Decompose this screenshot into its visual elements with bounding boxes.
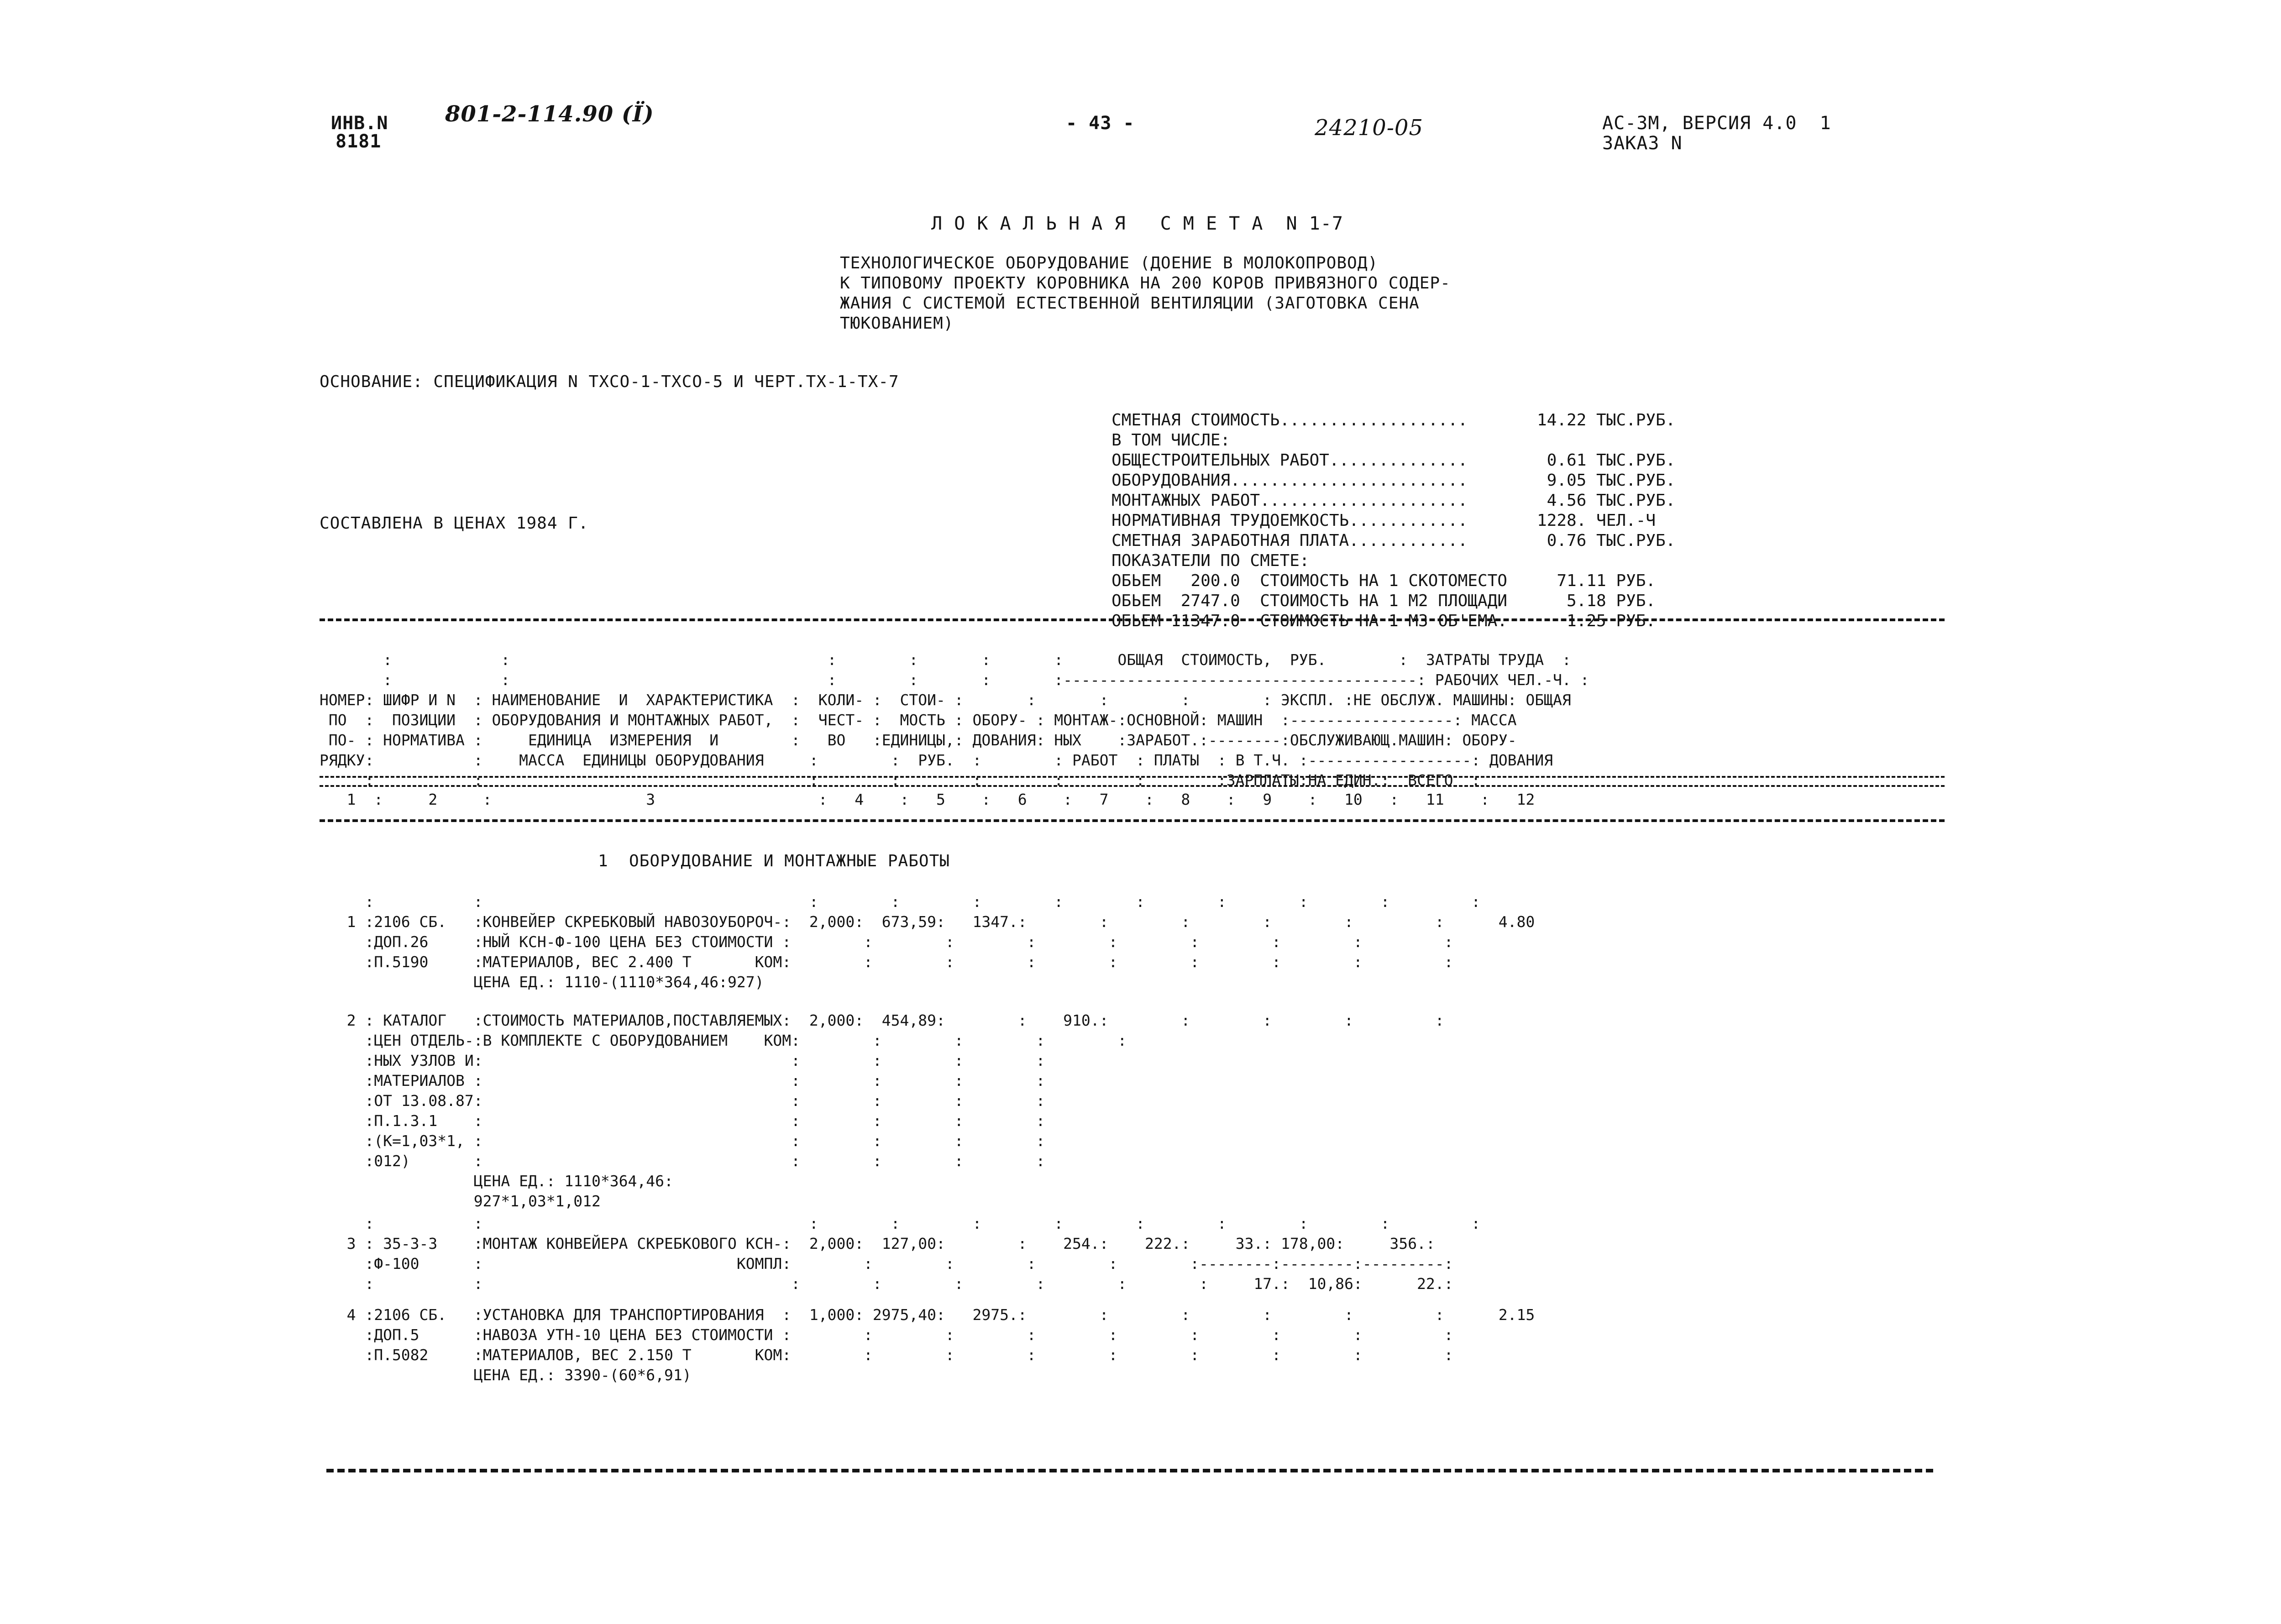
description-line-1: ТЕХНОЛОГИЧЕСКОЕ ОБОРУДОВАНИЕ (ДОЕНИЕ В МОЛОКОПРОВОД): [840, 254, 1379, 272]
order-code-handwritten: 24210-05: [1315, 115, 1423, 141]
table-header: [320, 630, 1589, 811]
project-code: 801-2-114.90 (Ї): [445, 101, 654, 127]
prices-year-text: СОСТАВЛЕНА В ЦЕНАХ 1984 Г.: [320, 514, 589, 533]
row-line: :012) : : : : :: [320, 1152, 1045, 1170]
program-version: АС-3М, ВЕРСИЯ 4.0 1: [1602, 113, 1831, 134]
summary-line: СМЕТНАЯ СТОИМОСТЬ................... 14.22 ТЫС.РУБ.: [1112, 411, 1676, 430]
table-header-line: ПО- : НОРМАТИВА : ЕДИНИЦА ИЗМЕРЕНИЯ И : ВО :ЕДИНИЦЫ,: ДОВАНИЯ: НЫХ :ЗАРАБОТ.:--------:ОБСЛУЖИВАЮЩ.МАШИН: ОБОРУ-: [320, 731, 1517, 749]
description-line-2: К ТИПОВОМУ ПРОЕКТУ КОРОВНИКА НА 200 КОРОВ ПРИВЯЗНОГО СОДЕР-: [840, 274, 1451, 293]
row-line: :П.5190 :МАТЕРИАЛОВ, ВЕС 2.400 Т КОМ: : : : : : : : :: [320, 953, 1453, 971]
row-line: :ДОП.5 :НАВОЗА УТН-10 ЦЕНА БЕЗ СТОИМОСТИ : : : : : : : : :: [320, 1326, 1453, 1344]
row-line: ЦЕНА ЕД.: 3390-(60*6,91): [320, 1366, 692, 1384]
row-line: ЦЕНА ЕД.: 1110-(1110*364,46:927): [320, 973, 764, 991]
table-top-rule: [320, 618, 1945, 621]
section-title: 1 ОБОРУДОВАНИЕ И МОНТАЖНЫЕ РАБОТЫ: [598, 852, 950, 870]
page-number: - 43 -: [1066, 113, 1135, 134]
row-line: :Ф-100 : КОМПЛ: : : : : :--------:--------:---------:: [320, 1255, 1453, 1273]
description-line-3: ЖАНИЯ С СИСТЕМОЙ ЕСТЕСТВЕННОЙ ВЕНТИЛЯЦИИ (ЗАГОТОВКА СЕНА: [840, 294, 1420, 313]
row-line: :П.5082 :МАТЕРИАЛОВ, ВЕС 2.150 Т КОМ: : : : : : : : :: [320, 1346, 1453, 1364]
inventory-label: ИНВ.N: [331, 113, 388, 134]
table-header-line: : : : : : : ОБЩАЯ СТОИМОСТЬ, РУБ. : ЗАТРАТЫ ТРУДА :: [320, 651, 1571, 669]
order-label: ЗАКАЗ N: [1602, 133, 1683, 154]
row-line: : : : : : : : : : : :: [320, 893, 1481, 911]
summary-line: СМЕТНАЯ ЗАРАБОТНАЯ ПЛАТА............ 0.76 ТЫС.РУБ.: [1112, 531, 1676, 550]
estimate-title: Л О К А Л Ь Н А Я С М Е Т А N 1-7: [931, 213, 1343, 234]
row-line: 3 : 35-3-3 :МОНТАЖ КОНВЕЙЕРА СКРЕБКОВОГО КСН-: 2,000: 127,00: : 254.: 222.: 33.: 178,00: 356.:: [320, 1235, 1435, 1252]
table-header-line: : : : : : : : :ЗАРПЛАТЫ:НА ЕДИН.: ВСЕГО :: [320, 771, 1481, 789]
description-line-4: ТЮКОВАНИЕМ): [840, 314, 954, 333]
basis-text: ОСНОВАНИЕ: СПЕЦИФИКАЦИЯ N ТХСО-1-ТХСО-5 И ЧЕРТ.ТХ-1-ТХ-7: [320, 372, 899, 391]
bottom-dashed-rule: [326, 1469, 1933, 1472]
column-numbers: 1 : 2 : 3 : 4 : 5 : 6 : 7 : 8 : 9 : 10 : 11 : 12: [320, 791, 1535, 808]
row-line: 927*1,03*1,012: [320, 1192, 601, 1210]
column-numbers-rule: [320, 819, 1945, 822]
summary-line: ПОКАЗАТЕЛИ ПО СМЕТЕ:: [1112, 551, 1310, 570]
cost-summary: [1112, 390, 1675, 651]
row-line: :ОТ 13.08.87: : : : :: [320, 1092, 1045, 1110]
table-row: [320, 1285, 1535, 1405]
table-header-line: НОМЕР: ШИФР И N : НАИМЕНОВАНИЕ И ХАРАКТЕРИСТИКА : КОЛИ- : СТОИ- : : : : : ЭКСПЛ. :НЕ ОБСЛУЖ. МАШИНЫ: ОБЩАЯ: [320, 691, 1571, 709]
row-line: ЦЕНА ЕД.: 1110*364,46:: [320, 1172, 673, 1190]
row-line: 4 :2106 СБ. :УСТАНОВКА ДЛЯ ТРАНСПОРТИРОВАНИЯ : 1,000: 2975,40: 2975.: : : : : : 2.15: [320, 1306, 1535, 1324]
summary-line: ОБЬЕМ 2747.0 СТОИМОСТЬ НА 1 М2 ПЛОЩАДИ 5.18 РУБ.: [1112, 592, 1656, 610]
row-line: :(К=1,03*1, : : : : :: [320, 1132, 1045, 1150]
summary-line: НОРМАТИВНАЯ ТРУДОЕМКОСТЬ............ 1228. ЧЕЛ.-Ч: [1112, 511, 1656, 530]
row-line: :НЫХ УЗЛОВ И: : : : :: [320, 1052, 1045, 1069]
row-line: :ЦЕН ОТДЕЛЬ-:В КОМПЛЕКТЕ С ОБОРУДОВАНИЕМ КОМ: : : : :: [320, 1032, 1127, 1049]
inventory-number: 8181: [336, 131, 382, 152]
table-header-line: ПО : ПОЗИЦИИ : ОБОРУДОВАНИЯ И МОНТАЖНЫХ РАБОТ, : ЧЕСТ- : МОСТЬ : ОБОРУ- : МОНТАЖ-:ОСНОВНОЙ: МАШИН :------------------: МАССА: [320, 711, 1517, 729]
table-header-line: : : : : : :---------------------------------------: РАБОЧИХ ЧЕЛ.-Ч. :: [320, 671, 1589, 689]
row-line: : : : : : : : : 17.: 10,86: 22.:: [320, 1275, 1453, 1293]
summary-line: ОБОРУДОВАНИЯ........................ 9.05 ТЫС.РУБ.: [1112, 471, 1676, 490]
row-line: 1 :2106 СБ. :КОНВЕЙЕР СКРЕБКОВЫЙ НАВОЗОУБОРОЧ-: 2,000: 673,59: 1347.: : : : : : 4.80: [320, 913, 1535, 931]
summary-line: МОНТАЖНЫХ РАБОТ..................... 4.56 ТЫС.РУБ.: [1112, 491, 1676, 510]
row-line: :МАТЕРИАЛОВ : : : : :: [320, 1072, 1045, 1090]
row-line: : : : : : : : : : : :: [320, 1215, 1481, 1232]
summary-line: ОБЬЕМ 200.0 СТОИМОСТЬ НА 1 СКОТОМЕСТО 71.11 РУБ.: [1112, 571, 1656, 590]
summary-line: ОБЩЕСТРОИТЕЛЬНЫХ РАБОТ.............. 0.61 ТЫС.РУБ.: [1112, 451, 1676, 470]
summary-line: В ТОМ ЧИСЛЕ:: [1112, 431, 1231, 450]
row-line: 2 : КАТАЛОГ :СТОИМОСТЬ МАТЕРИАЛОВ,ПОСТАВЛЯЕМЫХ: 2,000: 454,89: : 910.: : : : :: [320, 1011, 1444, 1029]
summary-line: ОБЬЕМ 11347.0 СТОИМОСТЬ НА 1 М3 ОБ'ЕМА. 1.25 РУБ.: [1112, 612, 1656, 630]
row-line: :П.1.3.1 : : : : :: [320, 1112, 1045, 1130]
row-line: :ДОП.26 :НЫЙ КСН-Ф-100 ЦЕНА БЕЗ СТОИМОСТИ : : : : : : : : :: [320, 933, 1453, 951]
table-header-line: РЯДКУ: : МАССА ЕДИНИЦЫ ОБОРУДОВАНИЯ : : РУБ. : : РАБОТ : ПЛАТЫ : В Т.Ч. :------------------: ДОВАНИЯ: [320, 751, 1553, 769]
